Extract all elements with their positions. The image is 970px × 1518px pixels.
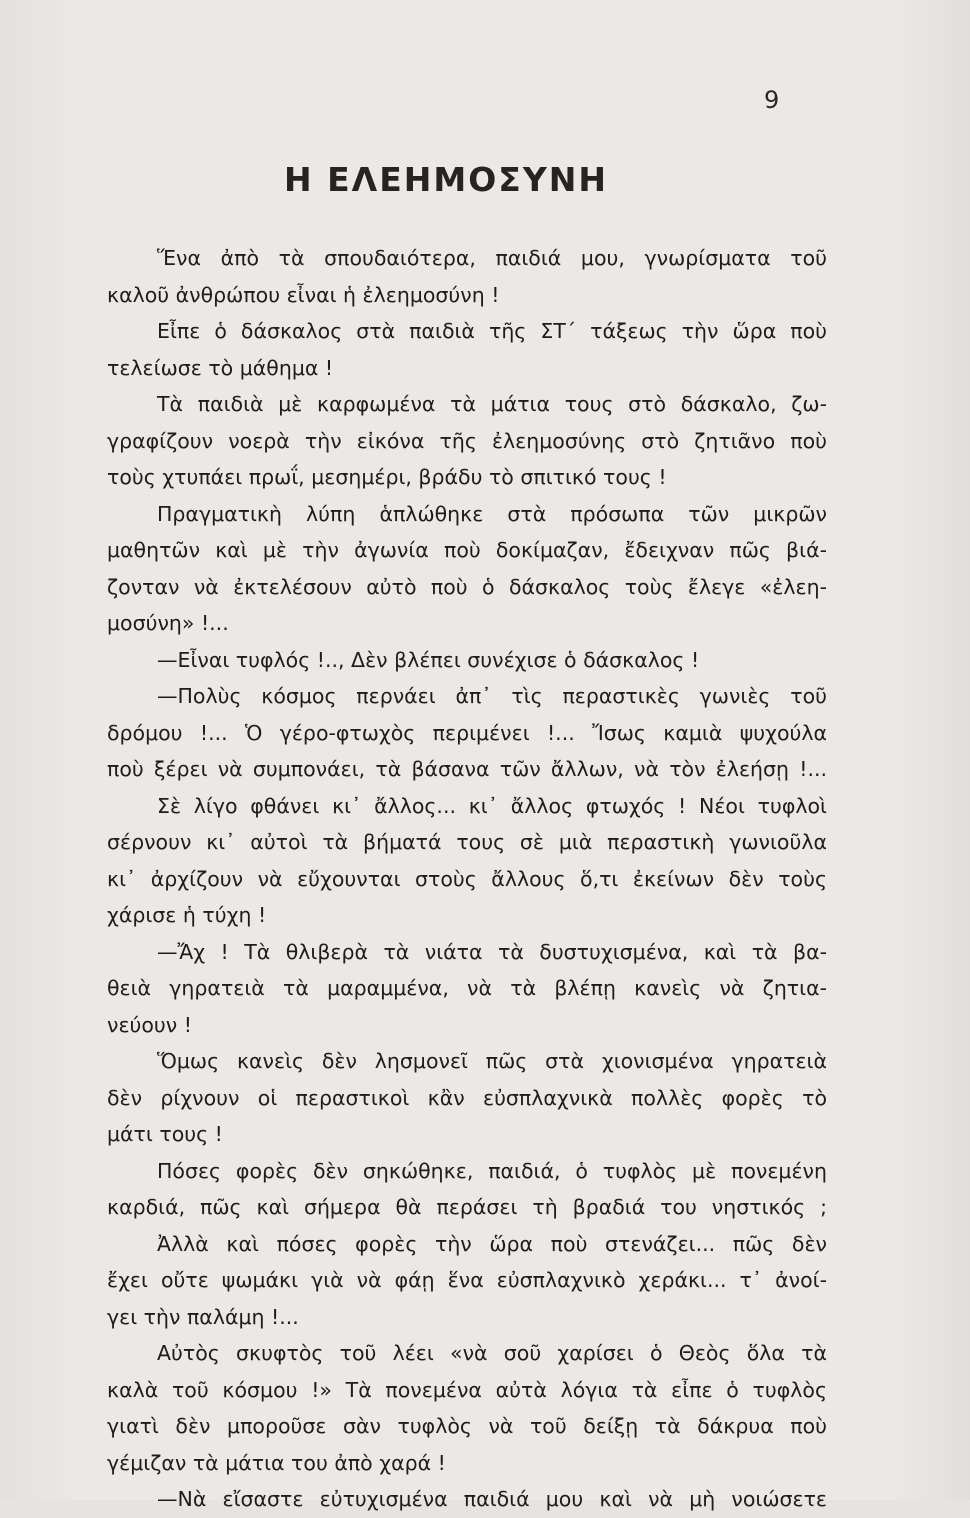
text-line: γει τὴν παλάμη !... [107, 1304, 299, 1329]
text-line: —Πολὺς κόσμος περνάει ἀπ᾿ τὶς περαστικὲς γωνιὲς τοῦ [157, 684, 827, 708]
text-line: Πραγματικὴ λύπη ἁπλώθηκε στὰ πρόσωπα τῶν μικρῶν [157, 501, 827, 526]
text-line: θειὰ γηρατειὰ τὰ μαραμμένα, νὰ τὰ βλέπῃ κανεὶς νὰ ζητια- [107, 976, 827, 1000]
text-line: καρδιά, πῶς καὶ σήμερα θὰ περάσει τὴ βραδιά του νηστικός ; [107, 1195, 827, 1219]
text-line: —Νὰ εἴσαστε εὐτυχισμένα παιδιά μου καὶ νὰ μὴ νοιώσετε [157, 1487, 827, 1511]
chapter-title: Η ΕΛΕΗΜΟΣΥΝΗ [284, 160, 608, 199]
text-line: ἔχει οὔτε ψωμάκι γιὰ νὰ φάῃ ἕνα εὐσπλαχνικὸ χεράκι... τ᾿ ἀνοί- [107, 1268, 827, 1292]
text-line: Εἶπε ὁ δάσκαλος στὰ παιδιὰ τῆς ΣΤ΄ τάξεως τὴν ὥρα ποὺ [157, 319, 827, 343]
text-line: Ὅμως κανεὶς δὲν λησμονεῖ πῶς στὰ χιονισμένα γηρατειὰ [157, 1049, 827, 1073]
text-line: νεύουν ! [107, 1012, 192, 1037]
text-line: Ἀλλὰ καὶ πόσες φορὲς τὴν ὥρα ποὺ στενάζει... πῶς δὲν [157, 1231, 827, 1256]
text-line: ζονταν νὰ ἐκτελέσουν αὐτὸ ποὺ ὁ δάσκαλος τοὺς ἔλεγε «ἐλεη- [107, 574, 827, 599]
text-line: γέμιζαν τὰ μάτια του ἀπὸ χαρά ! [107, 1450, 446, 1475]
text-line: Πόσες φορὲς δὲν σηκώθηκε, παιδιά, ὁ τυφλὸς μὲ πονεμένη [157, 1158, 827, 1183]
text-line: τελείωσε τὸ μάθημα ! [107, 355, 334, 380]
text-line: μοσύνη» !... [107, 611, 229, 635]
text-line: καλοῦ ἀνθρώπου εἶναι ἡ ἐλεημοσύνη ! [107, 282, 500, 307]
text-line: Αὐτὸς σκυφτὸς τοῦ λέει «νὰ σοῦ χαρίσει ὁ Θεὸς ὅλα τὰ [157, 1341, 827, 1365]
text-line: —Εἶναι τυφλός !.., Δὲν βλέπει συνέχισε ὁ δάσκαλος ! [157, 647, 700, 672]
text-line: Ἕνα ἀπὸ τὰ σπουδαιότερα, παιδιά μου, γνωρίσματα τοῦ [157, 246, 827, 270]
text-line: σέρνουν κι᾿ αὐτοὶ τὰ βήματά τους σὲ μιὰ περαστικὴ γωνιοῦλα [107, 830, 827, 854]
body-text [107, 240, 827, 1518]
text-line: καλὰ τοῦ κόσμου !» Τὰ πονεμένα αὐτὰ λόγια τὰ εἶπε ὁ τυφλὸς [107, 1377, 827, 1402]
text-line: Σὲ λίγο φθάνει κι᾿ ἄλλος... κι᾿ ἄλλος φτωχός ! Νέοι τυφλοὶ [157, 793, 827, 818]
text-line: δρόμου !... Ὁ γέρο-φτωχὸς περιμένει !... Ἴσως καμιὰ ψυχούλα [107, 720, 827, 745]
text-line: Τὰ παιδιὰ μὲ καρφωμένα τὰ μάτια τους στὸ δάσκαλο, ζω- [157, 392, 827, 416]
text-line: ποὺ ξέρει νὰ συμπονάει, τὰ βάσανα τῶν ἄλλων, νὰ τὸν ἐλεήσῃ !... [107, 757, 827, 781]
text-line: κι᾿ ἀρχίζουν νὰ εὔχουνται στοὺς ἄλλους ὅ,τι ἐκείνων δὲν τοὺς [107, 866, 827, 891]
text-line: γραφίζουν νοερὰ τὴν εἰκόνα τῆς ἐλεημοσύνης στὸ ζητιᾶνο ποὺ [107, 428, 827, 453]
text-line: τοὺς χτυπάει πρωΐ, μεσημέρι, βράδυ τὸ σπιτικό τους ! [107, 465, 667, 489]
text-line: δὲν ρίχνουν οἱ περαστικοὶ κἂν εὐσπλαχνικὰ πολλὲς φορὲς τὸ [107, 1085, 827, 1110]
text-line: —Ἄχ ! Τὰ θλιβερὰ τὰ νιάτα τὰ δυστυχισμένα, καὶ τὰ βα- [157, 939, 827, 964]
page-number: 9 [764, 86, 780, 114]
text-line: χάρισε ἡ τύχη ! [107, 903, 267, 927]
text-line: μάτι τους ! [107, 1122, 223, 1146]
text-line: γιατὶ δὲν μποροῦσε σὰν τυφλὸς νὰ τοῦ δείξῃ τὰ δάκρυα ποὺ [107, 1414, 827, 1438]
text-line: μαθητῶν καὶ μὲ τὴν ἀγωνία ποὺ δοκίμαζαν, ἔδειχναν πῶς βιά- [107, 538, 827, 562]
